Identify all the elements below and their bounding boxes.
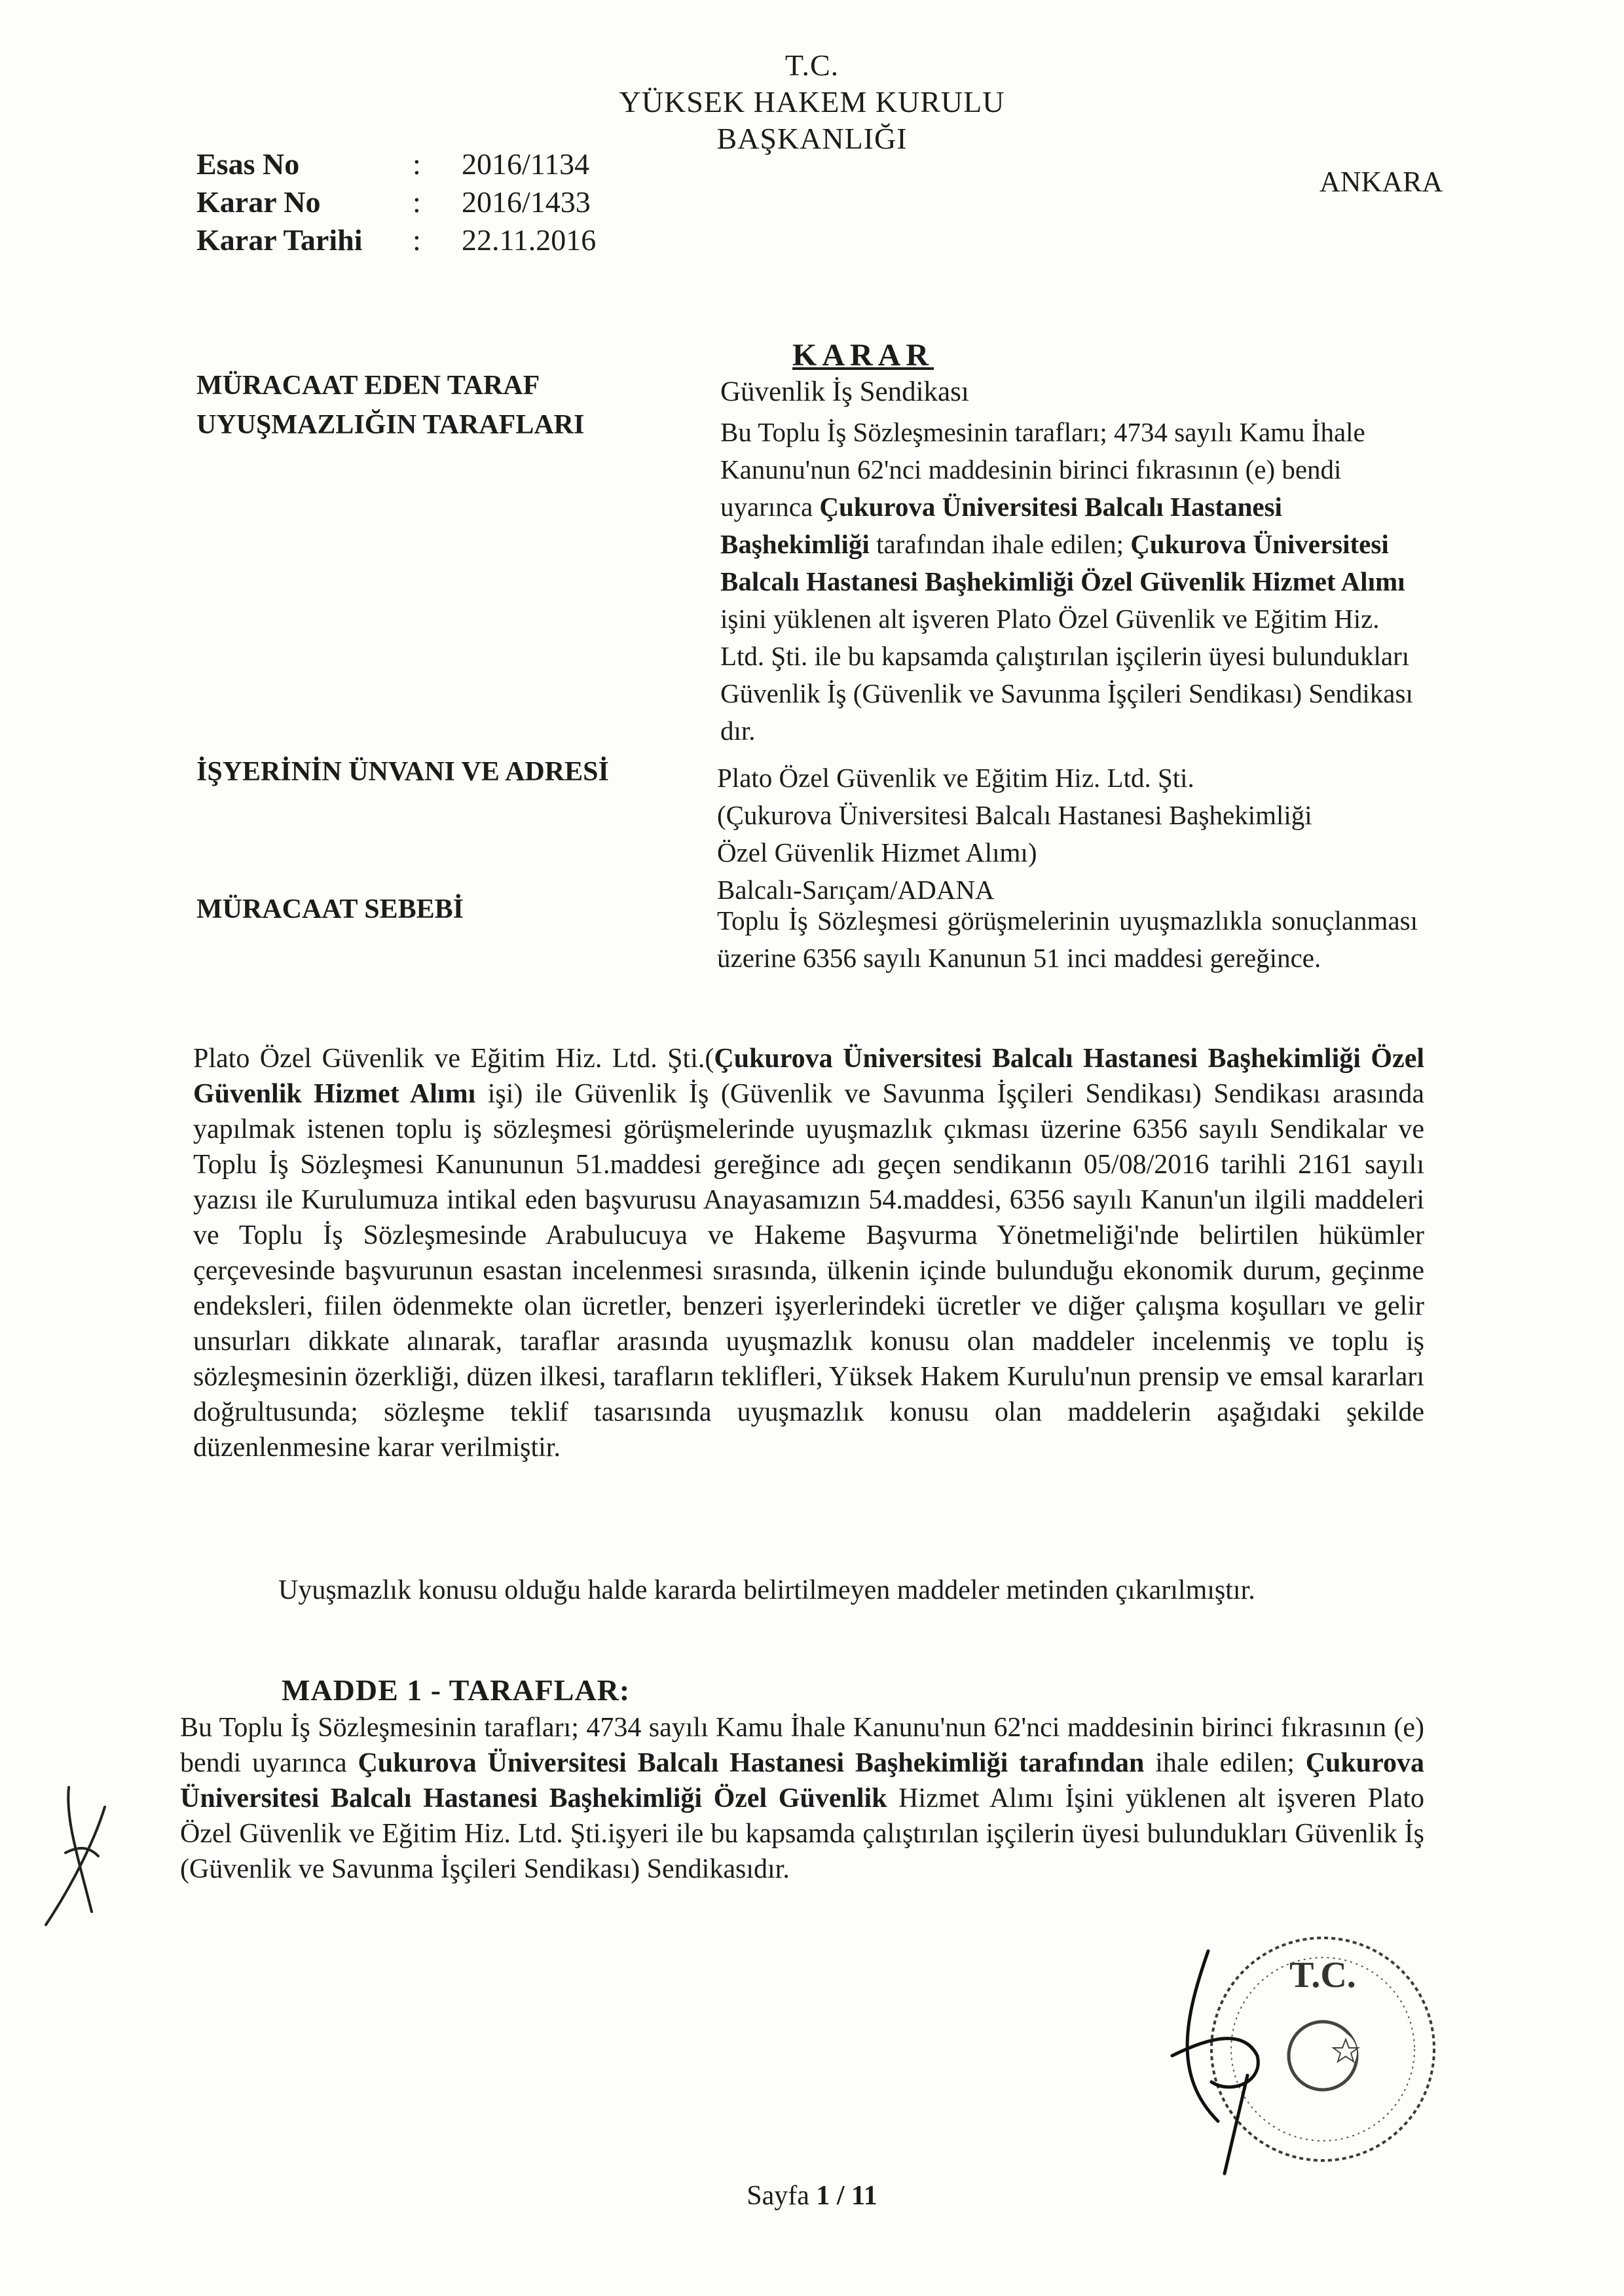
document-header [0, 47, 1624, 157]
esas-label: Esas No [196, 147, 300, 181]
esas-value: 2016/1134 [462, 147, 590, 181]
workplace-address [717, 759, 1418, 909]
body-text-part: Plato Özel Güvenlik ve Eğitim Hiz. Ltd. Şti.( [193, 1044, 714, 1074]
karar-label: Karar No [196, 185, 321, 219]
article-text-part: ihale edilen; [1144, 1748, 1306, 1778]
page-label: Sayfa [747, 2181, 817, 2211]
case-metadata [196, 145, 596, 259]
stamp-text: T.C. [1289, 1955, 1356, 1995]
workplace-line: (Çukurova Üniversitesi Balcalı Hastanesi Başhekimliği [717, 800, 1312, 830]
parties-text [720, 414, 1414, 750]
workplace-line: Özel Güvenlik Hizmet Alımı) [717, 837, 1037, 867]
parties-text-part: işini yüklenen alt işveren Plato Özel Güvenlik ve Eğitim Hiz. Ltd. Şti. ile bu kapsamda çalıştırılan işçilerin üyesi bulundukları Güvenlik İş (Güvenlik ve Savunma İşçileri Sendikası) Sendikası dır. [720, 604, 1413, 746]
page-number: 1 / 11 [816, 2181, 877, 2211]
workplace-line: Balcalı-Sarıçam/ADANA [717, 875, 995, 905]
body-text-part: işi) ile Güvenlik İş (Güvenlik ve Savunma İşçileri Sendikası) Sendikası arasında yapılmak istenen toplu iş sözleşmesi görüşmelerinde uyuşmazlık çıkması üzerine 6356 sayılı Sendikalar ve Toplu İş Sözleşmesi Kanununun 51.maddesi gereğince adı geçen sendikanın 05/08/2016 tarihli 2161 sayılı yazısı ile Kurulumuza intikal eden başvurusu Anayasamızın 54.maddesi, 6356 sayılı Kanun'un ilgili maddeleri ve Toplu İş Sözleşmesinde Arabulucuya ve Hakeme Başvurma Yönetmeliği'nde belirtilen hükümler çerçevesinde başvurunun esastan incelenmesi sırasında, ülkenin içinde bulunduğu ekonomik durum, geçinme endeksleri, fiilen ödenmekte olan ücretler, benzeri işyerlerindeki ücretler ve diğer çalışma koşulları ve gelir unsurları dikkate alınarak, taraflar arasında uyuşmazlık konusu olan maddeler incelenmiş ve toplu iş sözleşmesinin özerkliği, düzen ilkesi, tarafların teklifleri, Yüksek Hakem Kurulu'nun prensip ve emsal kararları doğrultusunda; sözleşme teklif tasarısında uyuşmazlık konusu olan maddelerin aşağıdaki şekilde düzenlenmesine karar verilmiştir. [193, 1079, 1424, 1463]
workplace-label: İŞYERİNİN ÜNVANI VE ADRESİ [196, 757, 609, 787]
colon: : [413, 185, 421, 219]
body-bold-part: Çukurova Üniversitesi Balcalı Hastanesi Başhekimliği Özel Güvenlik Hizmet Alımı [193, 1044, 1424, 1109]
esas-row [196, 145, 596, 183]
city: ANKARA [1320, 166, 1443, 198]
body-paragraph-1 [193, 1041, 1424, 1465]
parties-text-part: tarafından ihale edilen; [869, 529, 1131, 559]
parties-bold-part: Çukurova Üniversitesi Balcalı Hastanesi Başhekimliği [720, 492, 1282, 559]
decision-title: KARAR [792, 338, 934, 373]
parties-bold-part: Çukurova Üniversitesi Balcalı Hastanesi Başhekimliği Özel Güvenlik Hizmet Alımı [720, 529, 1405, 596]
tarih-label: Karar Tarihi [196, 223, 363, 257]
official-stamp [1133, 1925, 1447, 2187]
karar-value: 2016/1433 [462, 185, 591, 219]
article-bold-part: Çukurova Üniversitesi Balcalı Hastanesi Başhekimliği tarafından [358, 1748, 1145, 1778]
parties-text-part: Bu Toplu İş Sözleşmesinin tarafları; 4734 sayılı Kamu İhale Kanunu'nun 62'nci maddesinin birinci fıkrasının (e) bendi uyarınca [720, 417, 1365, 522]
reason-value: Toplu İş Sözleşmesi görüşmelerinin uyuşmazlıkla sonuçlanması üzerine 6356 sayılı Kanunun 51 inci maddesi gereğince. [717, 905, 1418, 973]
tarih-row [196, 221, 596, 259]
article-text-part: Hizmet Alımı İşini yüklenen alt işveren Plato Özel Güvenlik ve Eğitim Hiz. Ltd. Şti.işyeri ile bu kapsamda çalıştırılan işçilerin üyesi bulundukları Güvenlik İş (Güvenlik ve Savunma İşçileri Sendikası) Sendikasıdır. [180, 1783, 1424, 1884]
header-presidency: BAŞKANLIĞI [716, 122, 908, 155]
colon: : [413, 147, 421, 181]
tarih-value: 22.11.2016 [462, 223, 597, 257]
karar-row [196, 183, 596, 221]
reason-label: MÜRACAAT SEBEBİ [196, 894, 464, 924]
page-footer [0, 2180, 1624, 2212]
article-text-part: Bu Toplu İş Sözleşmesinin tarafları; 4734 sayılı Kamu İhale Kanunu'nun 62'nci maddesinin birinci fıkrasının (e) bendi uyarınca [180, 1713, 1424, 1778]
header-tc: T.C. [784, 48, 840, 82]
workplace-line: Plato Özel Güvenlik ve Eğitim Hiz. Ltd. Şti. [717, 763, 1194, 793]
applicant-value: Güvenlik İş Sendikası [720, 376, 969, 407]
colon: : [413, 223, 421, 257]
parties-label: UYUŞMAZLIĞIN TARAFLARI [196, 410, 585, 440]
article-title: MADDE 1 - TARAFLAR: [282, 1673, 631, 1707]
body-paragraph-2: Uyuşmazlık konusu olduğu halde kararda belirtilmeyen maddeler metinden çıkarılmıştır. [278, 1575, 1255, 1605]
article-bold-part: Çukurova Üniversitesi Balcalı Hastanesi Başhekimliği Özel Güvenlik [180, 1748, 1424, 1813]
handwritten-initial [33, 1781, 124, 1931]
article-text [180, 1710, 1424, 1887]
applicant-label: MÜRACAAT EDEN TARAF [196, 371, 540, 401]
header-institution: YÜKSEK HAKEM KURULU [619, 85, 1005, 118]
